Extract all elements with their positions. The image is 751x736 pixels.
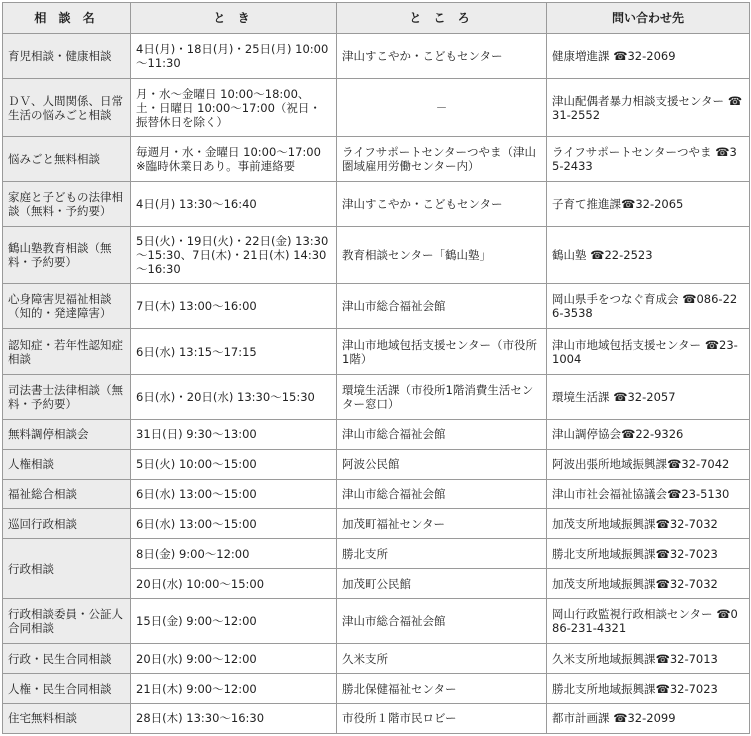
consultation-where: 阿波公民館 — [337, 449, 547, 479]
table-row — [3, 182, 750, 227]
consultation-where: 環境生活課（市役所1階消費生活センター窓口） — [337, 374, 547, 419]
consultation-contact: 津山配偶者暴力相談支援センター ☎31-2552 — [547, 79, 750, 137]
consultation-name: 行政・民生合同相談 — [3, 644, 131, 674]
consultation-name: 司法書士法律相談（無料・予約要） — [3, 374, 131, 419]
consultation-when: 31日(日) 9:30～13:00 — [131, 419, 337, 449]
consultation-contact: ライフサポートセンターつやま ☎35-2433 — [547, 136, 750, 181]
consultation-when: 7日(木) 13:00～16:00 — [131, 284, 337, 329]
header-row — [3, 3, 750, 34]
table-row — [3, 674, 750, 704]
consultation-when: 15日(金) 9:00～12:00 — [131, 599, 337, 644]
consultation-name: ＤＶ、人間関係、日常生活の悩みごと相談 — [3, 79, 131, 137]
table-row — [3, 479, 750, 509]
consultation-contact: 子育て推進課☎32-2065 — [547, 182, 750, 227]
consultation-where: － — [337, 79, 547, 137]
table-row — [3, 644, 750, 674]
consultation-when: 5日(火)・19日(火)・22日(金) 13:30～15:30、7日(木)・21日(木) 14:30～16:30 — [131, 227, 337, 284]
consultation-when: 6日(水) 13:00～15:00 — [131, 479, 337, 509]
consultation-schedule-table — [2, 2, 750, 734]
consultation-name: 認知症・若年性認知症相談 — [3, 329, 131, 374]
table-row — [3, 79, 750, 137]
consultation-name: 家庭と子どもの法律相談（無料・予約要） — [3, 182, 131, 227]
table-row — [3, 449, 750, 479]
consultation-where: 津山すこやか・こどもセンター — [337, 34, 547, 79]
consultation-name: 巡回行政相談 — [3, 509, 131, 539]
consultation-when: 月・水～金曜日 10:00～18:00、土・日曜日 10:00～17:00（祝日・振替休日を除く） — [131, 79, 337, 137]
header-when: と き — [131, 3, 337, 34]
consultation-contact: 加茂支所地域振興課☎32-7032 — [547, 569, 750, 599]
consultation-where: 勝北支所 — [337, 539, 547, 569]
table-row — [3, 599, 750, 644]
table-row — [3, 34, 750, 79]
header-contact: 問い合わせ先 — [547, 3, 750, 34]
consultation-name: 鶴山塾教育相談（無料・予約要） — [3, 227, 131, 284]
consultation-name: 行政相談 — [3, 539, 131, 599]
consultation-contact: 健康増進課 ☎32-2069 — [547, 34, 750, 79]
consultation-contact: 阿波出張所地域振興課☎32-7042 — [547, 449, 750, 479]
consultation-where: 津山市地域包括支援センター（市役所1階） — [337, 329, 547, 374]
consultation-when: 21日(木) 9:00～12:00 — [131, 674, 337, 704]
consultation-name: 無料調停相談会 — [3, 419, 131, 449]
consultation-contact: 鶴山塾 ☎22-2523 — [547, 227, 750, 284]
consultation-where: 津山市総合福祉会館 — [337, 599, 547, 644]
consultation-where: 津山市総合福祉会館 — [337, 284, 547, 329]
table-row — [3, 227, 750, 284]
consultation-name: 行政相談委員・公証人合同相談 — [3, 599, 131, 644]
table-row — [3, 329, 750, 374]
consultation-where: 市役所１階市民ロビー — [337, 703, 547, 733]
consultation-when: 4日(月)・18日(月)・25日(月) 10:00～11:30 — [131, 34, 337, 79]
consultation-name: 人権・民生合同相談 — [3, 674, 131, 704]
consultation-where: 加茂町福祉センター — [337, 509, 547, 539]
consultation-contact: 勝北支所地域振興課☎32-7023 — [547, 674, 750, 704]
consultation-name: 心身障害児福祉相談（知的・発達障害） — [3, 284, 131, 329]
table-row — [3, 539, 750, 569]
consultation-name: 育児相談・健康相談 — [3, 34, 131, 79]
consultation-when: 8日(金) 9:00～12:00 — [131, 539, 337, 569]
consultation-contact: 津山市地域包括支援センター ☎23-1004 — [547, 329, 750, 374]
consultation-contact: 岡山県手をつなぐ育成会 ☎086-226-3538 — [547, 284, 750, 329]
consultation-where: 教育相談センター「鶴山塾」 — [337, 227, 547, 284]
consultation-name: 福祉総合相談 — [3, 479, 131, 509]
consultation-contact: 岡山行政監視行政相談センター ☎086-231-4321 — [547, 599, 750, 644]
header-where: と こ ろ — [337, 3, 547, 34]
consultation-when: 6日(水) 13:15～17:15 — [131, 329, 337, 374]
table-row — [3, 509, 750, 539]
table-row — [3, 374, 750, 419]
consultation-when: 4日(月) 13:30～16:40 — [131, 182, 337, 227]
table-row — [3, 703, 750, 733]
consultation-when: 6日(水)・20日(水) 13:30～15:30 — [131, 374, 337, 419]
consultation-where: 久米支所 — [337, 644, 547, 674]
consultation-contact: 加茂支所地域振興課☎32-7032 — [547, 509, 750, 539]
consultation-when: 6日(水) 13:00～15:00 — [131, 509, 337, 539]
table-row — [3, 284, 750, 329]
consultation-contact: 都市計画課 ☎32-2099 — [547, 703, 750, 733]
consultation-name: 人権相談 — [3, 449, 131, 479]
consultation-when: 5日(火) 10:00～15:00 — [131, 449, 337, 479]
consultation-when: 28日(木) 13:30～16:30 — [131, 703, 337, 733]
consultation-where: 加茂町公民館 — [337, 569, 547, 599]
consultation-name: 住宅無料相談 — [3, 703, 131, 733]
consultation-where: ライフサポートセンターつやま（津山圏域雇用労働センター内） — [337, 136, 547, 181]
consultation-where: 津山すこやか・こどもセンター — [337, 182, 547, 227]
table-row — [3, 419, 750, 449]
consultation-when: 毎週月・水・金曜日 10:00～17:00 ※臨時休業日あり。事前連絡要 — [131, 136, 337, 181]
consultation-contact: 久米支所地域振興課☎32-7013 — [547, 644, 750, 674]
consultation-where: 津山市総合福祉会館 — [337, 419, 547, 449]
consultation-contact: 勝北支所地域振興課☎32-7023 — [547, 539, 750, 569]
consultation-contact: 津山調停協会☎22-9326 — [547, 419, 750, 449]
consultation-when: 20日(水) 9:00～12:00 — [131, 644, 337, 674]
consultation-contact: 環境生活課 ☎32-2057 — [547, 374, 750, 419]
table-row — [3, 136, 750, 181]
header-name: 相 談 名 — [3, 3, 131, 34]
consultation-where: 勝北保健福祉センター — [337, 674, 547, 704]
consultation-contact: 津山市社会福祉協議会☎23-5130 — [547, 479, 750, 509]
consultation-when: 20日(水) 10:00～15:00 — [131, 569, 337, 599]
consultation-where: 津山市総合福祉会館 — [337, 479, 547, 509]
consultation-name: 悩みごと無料相談 — [3, 136, 131, 181]
